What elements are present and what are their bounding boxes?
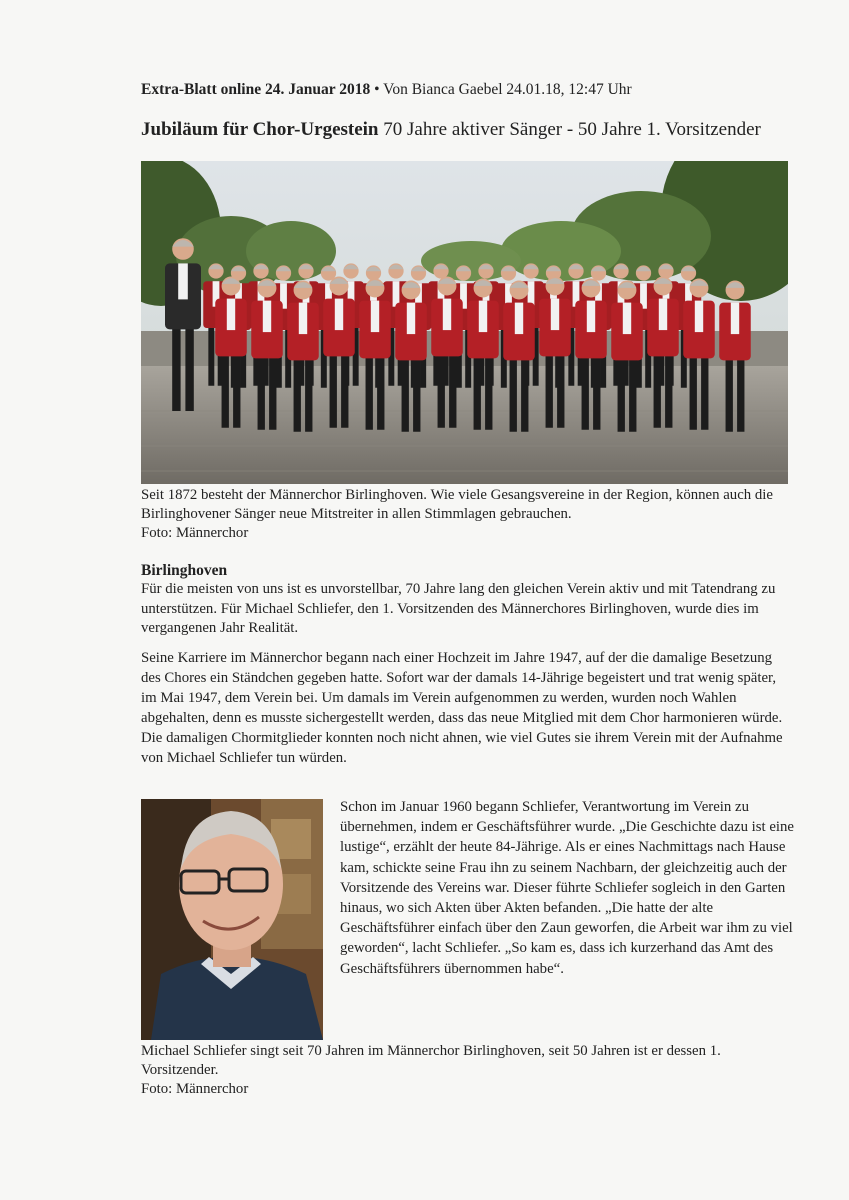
article-header: [141, 81, 632, 99]
group-photo-credit: Foto: Männerchor: [141, 525, 249, 541]
choir-group-photo-image: [141, 161, 788, 484]
headline-rest: 70 Jahre aktiver Sänger - 50 Jahre 1. Vorsitzender: [383, 119, 761, 140]
article-paragraph-2: Seine Karriere im Männerchor begann nach einer Hochzeit im Jahre 1947, auf der die damalige Besetzung des Chores ein Ständchen gegeben hatte. Sofort war der damals 14-Jährige begeistert und trat wenig später, im Mai 1947, dem Verein bei. Um damals im Verein aufgenommen zu werden, wurden noch Wahlen abgehalten, denn es musste sichergestellt werden, dass das neue Mitglied mit dem Chor harmonieren würde. Die damaligen Chormitglieder konnten noch nicht ahnen, wie viel Gutes sie ihrem Verein mit der Aufnahme von Michael Schliefer tun würden.: [141, 650, 783, 766]
portrait-photo-caption-text: Michael Schliefer singt seit 70 Jahren im Männerchor Birlinghoven, seit 50 Jahren ist er dessen 1. Vorsitzender.: [141, 1043, 721, 1078]
headline: [141, 119, 761, 141]
portrait-photo-caption: [141, 1042, 801, 1099]
portrait-photo-image: [141, 799, 323, 1040]
bullet-separator: •: [374, 81, 380, 98]
dateline-place: Birlinghoven: [141, 562, 228, 579]
source-label: Extra-Blatt online 24. Januar 2018: [141, 81, 371, 98]
group-photo-caption-text: Seit 1872 besteht der Männerchor Birlinghoven. Wie viele Gesangsvereine in der Region, können auch die Birlinghovener Sänger neue Mitstreiter in allen Stimmlagen gebrauchen.: [141, 487, 773, 522]
byline: Von Bianca Gaebel 24.01.18, 12:47 Uhr: [383, 81, 632, 98]
portrait-photo-credit: Foto: Männerchor: [141, 1081, 249, 1097]
article-paragraph-1: Für die meisten von uns ist es unvorstellbar, 70 Jahre lang den gleichen Verein aktiv und mit Tatendrang zu unterstützen. Für Michael Schliefer, den 1. Vorsitzenden des Männerchores Birlinghoven, wurde dies im vergangenen Jahr Realität.: [141, 581, 776, 636]
headline-bold: Jubiläum für Chor-Urgestein: [141, 119, 379, 140]
group-photo-caption: [141, 486, 801, 543]
article-paragraph-3: Schon im Januar 1960 begann Schliefer, Verantwortung im Verein zu übernehmen, indem er Geschäftsführer wurde. „Die Geschichte dazu ist eine lustige“, erzählt der heute 84-Jährige. Als er eines Nachmittags nach Hause kam, schickte seine Frau ihn zu seinem Nachbarn, der gleichzeitig auch der Vorsitzende des Vereins war. Dieser führte Schliefer sogleich in den Garten hinaus, wo sich Akten über Akten befanden. „Die hatte der alte Geschäftsführer einfach über den Zaun geworfen, die Arbeit war ihm zu viel geworden“, lacht Schliefer. „So kam es, dass ich kurzerhand das Amt des Geschäftsführers übernommen habe“.: [340, 799, 794, 977]
portrait-photo: [141, 799, 323, 1040]
choir-group-photo: [141, 161, 788, 484]
